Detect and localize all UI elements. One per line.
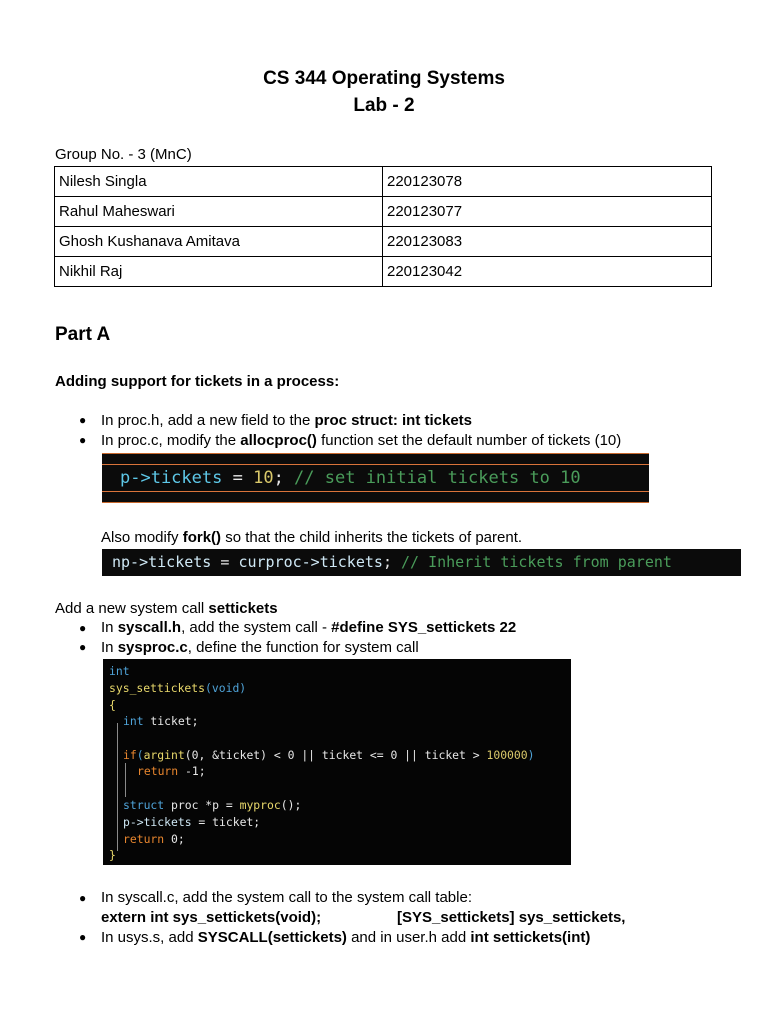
text: In proc.c, modify the [101,432,241,449]
code-line [123,814,260,830]
member-name: Ghosh Kushanava Amitava [55,227,383,257]
table-row [55,227,712,257]
code-token: 0; [164,832,185,846]
code-token: ticket; [143,714,199,728]
code-token: } [109,848,116,862]
member-roll: 220123083 [383,227,712,257]
code-line [109,697,116,713]
text: Also modify [101,529,183,546]
text: In proc.h, add a new field to the [101,412,315,429]
table-row [55,167,712,197]
syscall-table-entry: [SYS_settickets] sys_settickets, [397,909,626,926]
indent-guide [117,723,118,851]
text: Add a new system call [55,600,209,617]
page-subtitle: Lab - 2 [353,95,415,116]
bullet-text-usys [101,929,590,946]
code-line [123,747,535,763]
member-roll: 220123042 [383,257,712,287]
text: In usys.s, add [101,929,198,946]
code-line [123,831,185,847]
text-bold: syscall.h [117,619,182,636]
text: function set the default number of tickets (10) [316,432,622,449]
code-line [123,713,198,729]
code-token: argint [143,748,185,762]
extern-declaration: extern int sys_settickets(void); [101,909,322,926]
code-line [109,680,246,696]
table-row [55,257,712,287]
bullet-glyph: ● [79,433,87,447]
text-bold: SYSCALL(settickets) [197,929,347,946]
code-line [109,663,130,679]
code-token: p->tickets [120,468,223,488]
text-bold: sysproc.c [117,639,188,656]
bullet-text-sysproc-c [101,639,419,656]
code-token: (); [280,798,302,812]
code-token: ; [273,468,284,488]
member-name: Rahul Maheswari [55,197,383,227]
bullet-glyph: ● [79,930,87,944]
group-label: Group No. - 3 (MnC) [55,146,192,163]
code-token: p->tickets [123,815,192,829]
code-token: return [137,764,179,778]
member-name: Nilesh Singla [55,167,383,197]
text: In [101,639,118,656]
code-token: np->tickets [112,553,212,571]
member-roll: 220123078 [383,167,712,197]
code-token: if [123,748,137,762]
section-subheading: Adding support for tickets in a process: [55,373,340,390]
code-line [137,763,206,779]
code-token: sys_settickets [109,681,206,695]
code-line [123,797,301,813]
text: In [101,619,118,636]
table-row [55,197,712,227]
code-token: -1; [178,764,206,778]
code-token: struct [123,798,165,812]
code-token: ; [382,553,392,571]
bullet-glyph: ● [79,640,87,654]
code-token: 10 [253,468,274,488]
code-token: (void) [205,681,247,695]
code-token: = [211,553,239,571]
page-title: CS 344 Operating Systems [263,68,505,89]
code-token: 100000 [486,748,528,762]
code-token: ) [527,748,535,762]
code-token: int [123,714,144,728]
code-snippet-allocproc [102,453,649,503]
member-name: Nikhil Raj [55,257,383,287]
code-snippet-sys-settickets [103,659,571,865]
members-table [54,166,712,287]
fork-note [101,529,522,546]
bullet-glyph: ● [79,621,87,635]
code-token: proc *p = [164,798,240,812]
code-token: int [109,664,130,678]
code-token: myproc [239,798,281,812]
code-token: = ticket; [191,815,261,829]
text-bold: fork() [182,529,222,546]
code-line [109,847,116,863]
text-bold: #define SYS_settickets 22 [331,619,517,636]
bullet-glyph: ● [79,891,87,905]
code-comment: // set initial tickets to 10 [283,468,581,488]
text: , define the function for system call [187,639,419,656]
text-bold: proc struct: int tickets [314,412,473,429]
text-bold: settickets [208,600,278,617]
code-snippet-fork [102,549,741,576]
text: , add the system call - [181,619,332,636]
code-token: curproc->tickets [238,553,383,571]
bullet-glyph: ● [79,413,87,427]
bullet-text-syscall-c: In syscall.c, add the system call to the system call table: [101,889,472,906]
code-token: return [123,832,165,846]
text: and in user.h add [346,929,471,946]
text-bold: allocproc() [240,432,317,449]
syscall-intro [55,600,278,617]
code-token: { [109,698,116,712]
text-bold: int settickets(int) [470,929,591,946]
code-token: ( [136,748,144,762]
indent-guide [125,763,126,797]
code-token: (0, &ticket) < 0 || ticket <= 0 || ticket > [184,748,487,762]
section-heading: Part A [55,324,111,345]
bullet-text-proc-c [101,432,621,449]
member-roll: 220123077 [383,197,712,227]
bullet-text-proc-h [101,412,472,429]
text: so that the child inherits the tickets of parent. [221,529,523,546]
code-token: = [222,468,254,488]
code-comment: // Inherit tickets from parent [391,553,672,571]
bullet-text-syscall-h [101,619,516,636]
